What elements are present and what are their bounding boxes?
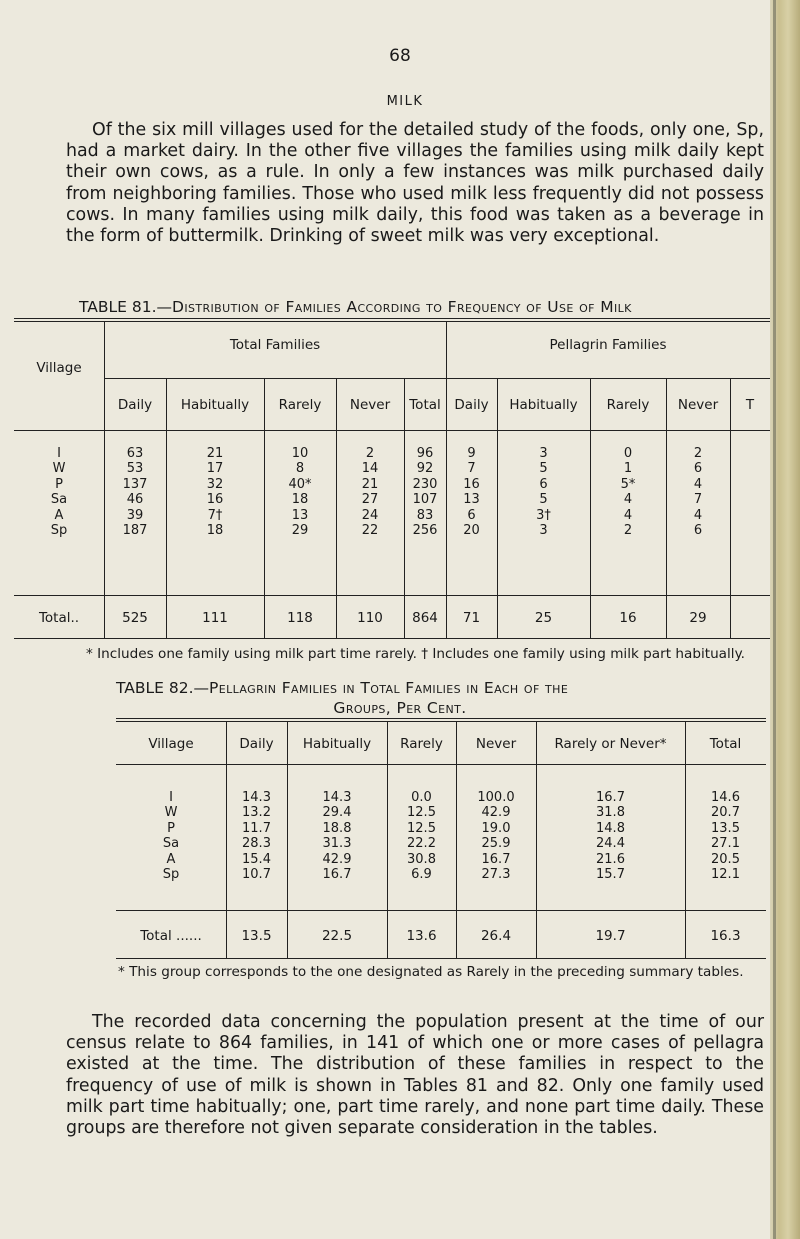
table82-data-column: 14.3 13.2 11.7 28.3 15.4 10.7 [242, 790, 271, 883]
table81-total-cell: 111 [202, 610, 228, 626]
table81-subheader-rule [104, 378, 770, 379]
table82-total-rule [116, 910, 766, 911]
table81-data-column: 21 17 32 16 7† 18 [206, 446, 224, 539]
table81-column-rule [336, 378, 337, 638]
table82-bottom-rule [116, 958, 766, 959]
table81-column-rule [590, 378, 591, 638]
table81-column-rule [730, 378, 731, 638]
table81-top-rule-2 [14, 321, 770, 322]
table81-total-families-header: Total Families [229, 337, 321, 353]
table81-village-header: Village [36, 360, 82, 376]
table81-column-rule [446, 322, 447, 638]
table81-caption-text: Distribution of Families According to Frequency of Use of Milk [172, 298, 632, 316]
table81-data-column: 2 14 21 27 24 22 [361, 446, 379, 539]
table82-data-column: 16.7 31.8 14.8 24.4 21.6 15.7 [596, 790, 625, 883]
table81-column-header: Never [677, 397, 719, 413]
table81-data-column: 96 92 230 107 83 256 [412, 446, 438, 539]
table82-column-rule [226, 722, 227, 958]
table81-column-rule [104, 322, 105, 638]
table81-column-header: Daily [117, 397, 153, 413]
table82-total-cell: 13.6 [406, 928, 437, 944]
table81-village-list: I W P Sa A Sp [50, 446, 68, 539]
table81-total-cell: 110 [357, 610, 383, 626]
table81-column-header: Total [409, 397, 441, 413]
table82-total-cell: 22.5 [321, 928, 353, 944]
table81-column-header: Daily [454, 397, 489, 413]
table82-column-header: Village [148, 736, 194, 752]
table81-total-cell: 118 [287, 610, 313, 626]
table82-caption-line1 [116, 679, 568, 697]
table82-column-header: Rarely [400, 736, 443, 752]
table81-column-rule [666, 378, 667, 638]
closing-paragraph [66, 1012, 764, 1139]
table82-caption-text: Pellagrin Families in Total Families in Each of the [209, 679, 569, 697]
table81-data-column: 63 53 137 46 39 187 [122, 446, 148, 539]
table82-column-header: Daily [239, 736, 274, 752]
table81-caption-prefix: TABLE 81.— [79, 298, 173, 316]
table82-total-cell: 13.5 [241, 928, 272, 944]
table81-caption [79, 298, 632, 316]
table82-column-header: Habitually [302, 736, 372, 752]
table82-column-rule [685, 722, 686, 958]
table81-column-header: T [745, 397, 755, 413]
page-edge-shadow [773, 0, 776, 1239]
table82-caption-line2: Groups, Per Cent. [333, 699, 467, 717]
table81-column-header: Rarely [606, 397, 650, 413]
table81-pellagrin-families-header: Pellagrin Families [549, 337, 667, 353]
table82-column-header: Never [475, 736, 517, 752]
table81-column-header: Habitually [509, 397, 578, 413]
table81-column-header: Habitually [180, 397, 250, 413]
table81-column-rule [264, 378, 265, 638]
table81-header-rule [14, 430, 770, 431]
table81-data-column: 0 1 5* 4 4 2 [620, 446, 636, 539]
table81-data-column: 2 6 4 7 4 6 [693, 446, 703, 539]
table81-total-cell: 25 [534, 610, 553, 626]
table82-data-column: 14.3 29.4 18.8 31.3 42.9 16.7 [322, 790, 352, 883]
table82-top-rule [116, 718, 766, 719]
table82-data-column: 14.6 20.7 13.5 27.1 20.5 12.1 [711, 790, 740, 883]
table81-total-label: Total.. [38, 610, 80, 626]
table81-total-cell: 29 [689, 610, 707, 626]
table82-total-label: Total ...... [140, 928, 202, 944]
closing-paragraph-text: The recorded data concerning the population present at the time of our census relate to 864 families, in 141 of which one or more cases of pellagra existed at the time. The distribution of these families in respect to the frequency of use of milk is shown in Tables 81 and 82. Only one family used milk part time habitually; one, part time rarely, and none part time daily. These groups are therefore not given separate consideration in the tables. [66, 1012, 764, 1139]
table81-total-rule [14, 595, 770, 596]
table81-data-column: 9 7 16 13 6 20 [463, 446, 480, 539]
table81-column-rule [497, 378, 498, 638]
table81-total-cell: 864 [412, 610, 438, 626]
table81-total-cell: 16 [619, 610, 637, 626]
table81-top-rule [14, 318, 770, 319]
table82-caption-prefix: TABLE 82.— [116, 679, 210, 697]
intro-paragraph-text: Of the six mill villages used for the detailed study of the foods, only one, Sp, had a market dairy. In the other five villages the families using milk daily kept their own cows, as a rule. In only a few instances was milk purchased daily from neighboring families. Those who used milk less frequently did not possess cows. In many families using milk daily, this food was taken as a beverage in the form of buttermilk. Drinking of sweet milk was very exceptional. [66, 120, 764, 247]
table82-column-rule [387, 722, 388, 958]
table81-column-header: Rarely [278, 397, 322, 413]
table81-column-rule [166, 378, 167, 638]
table82-total-cell: 19.7 [595, 928, 626, 944]
intro-paragraph [66, 120, 764, 247]
table82-column-rule [536, 722, 537, 958]
page-number: 68 [389, 46, 411, 66]
table81-total-cell: 525 [122, 610, 148, 626]
table82-footnote: * This group corresponds to the one designated as Rarely in the preceding summary tables. [118, 964, 744, 980]
table81-footnote: * Includes one family using milk part time rarely. † Includes one family using milk part habitually. [86, 646, 745, 662]
table81-data-column: 10 8 40* 18 13 29 [288, 446, 312, 539]
table82-column-header: Rarely or Never* [554, 736, 667, 752]
table82-column-rule [287, 722, 288, 958]
table82-total-cell: 16.3 [710, 928, 741, 944]
table82-column-rule [456, 722, 457, 958]
table82-top-rule-2 [116, 721, 766, 722]
table82-header-rule [116, 764, 766, 765]
table82-column-header: Total [709, 736, 742, 752]
table81-data-column: 3 5 6 5 3† 3 [536, 446, 551, 539]
table82-total-cell: 26.4 [480, 928, 512, 944]
table81-bottom-rule [14, 638, 770, 639]
table81-column-header: Never [349, 397, 391, 413]
table81-column-rule [404, 378, 405, 638]
table82-data-column: 0.0 12.5 12.5 22.2 30.8 6.9 [407, 790, 436, 883]
table82-data-column: 100.0 42.9 19.0 25.9 16.7 27.3 [477, 790, 515, 883]
running-head: MILK [386, 94, 424, 109]
table82-village-list: I W P Sa A Sp [162, 790, 180, 883]
table81-total-cell: 71 [462, 610, 481, 626]
